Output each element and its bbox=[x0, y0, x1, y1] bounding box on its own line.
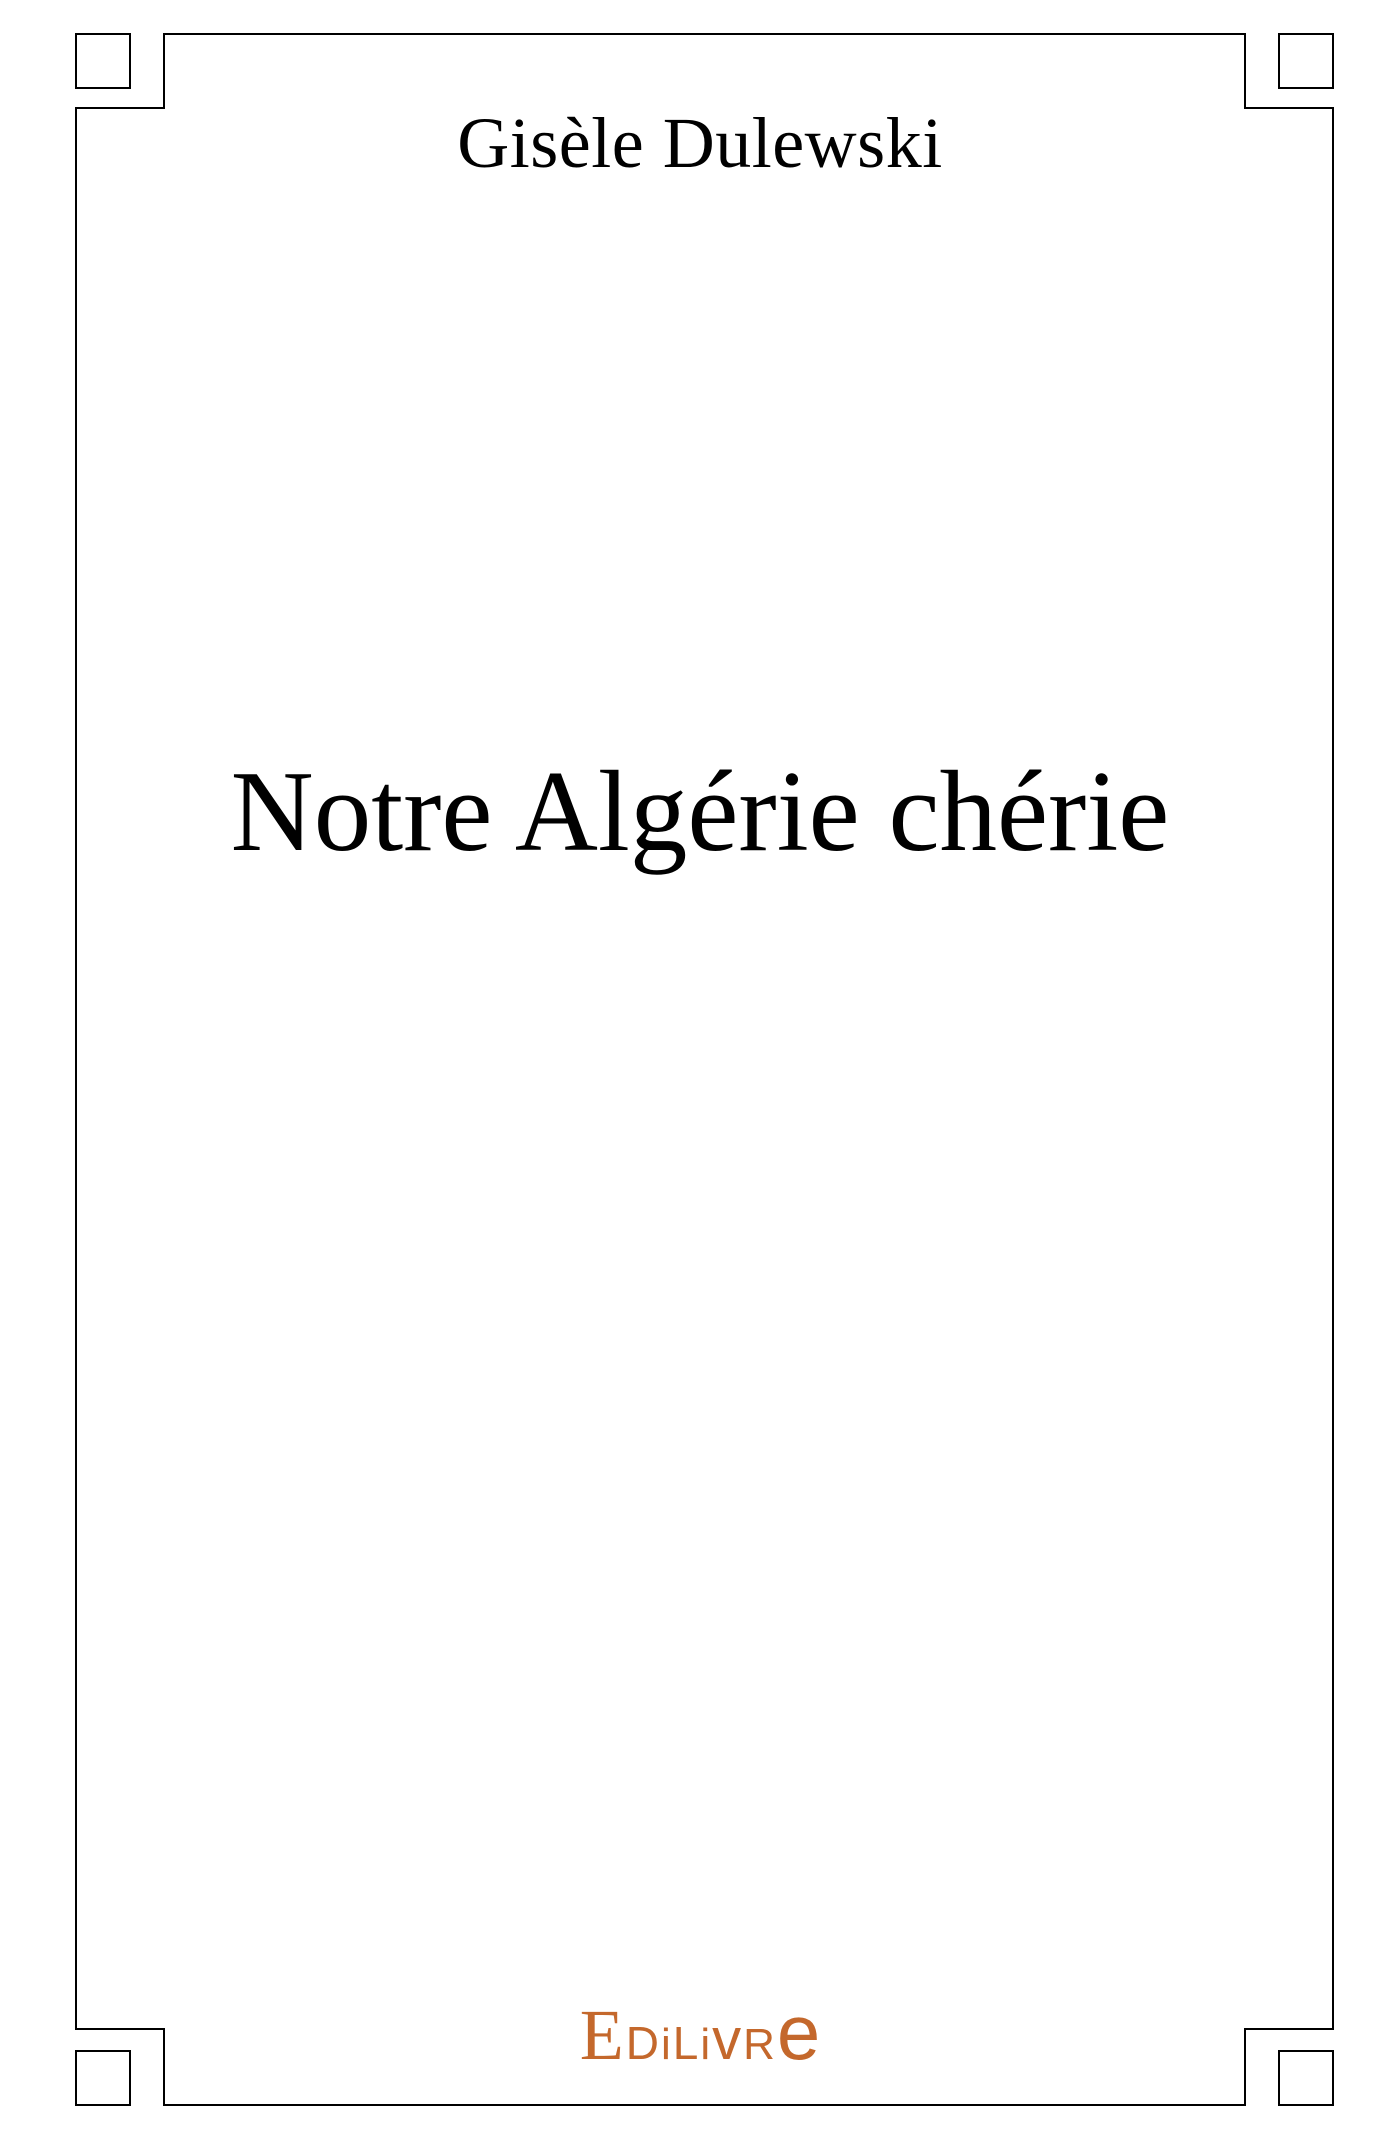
logo-letter-v: v bbox=[712, 2007, 742, 2072]
logo-letter-l: L bbox=[672, 2017, 699, 2069]
logo-letter-i1: i bbox=[660, 2020, 671, 2069]
publisher-logo bbox=[0, 1988, 1400, 2076]
author-name: Gisèle Dulewski bbox=[457, 103, 943, 183]
logo-letter-r: R bbox=[743, 2020, 775, 2069]
logo-letter-e-final: e bbox=[776, 1988, 821, 2076]
corner-mark-top-left bbox=[76, 34, 130, 88]
book-title: Notre Algérie chérie bbox=[230, 748, 1170, 875]
corner-mark-top-right bbox=[1279, 34, 1333, 88]
logo-letter-i2: i bbox=[700, 2020, 711, 2069]
frame-border bbox=[76, 34, 1333, 2105]
logo-letter-d: D bbox=[625, 2017, 659, 2069]
logo-letter-e-initial: E bbox=[579, 1995, 624, 2075]
